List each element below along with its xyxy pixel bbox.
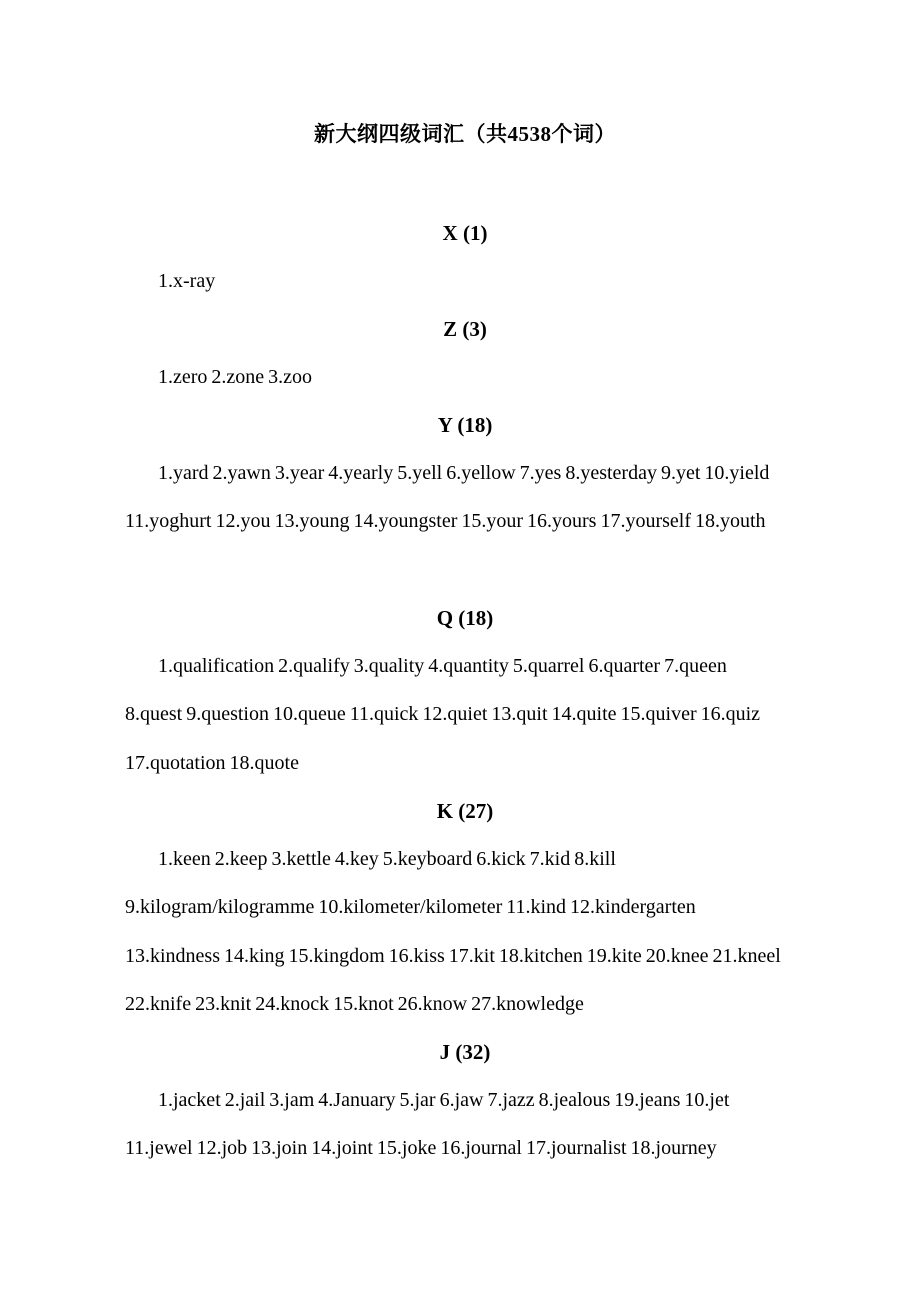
section-k: [0, 787, 920, 1028]
section-heading: J (32): [439, 1040, 491, 1064]
section-heading: Q (18): [436, 606, 494, 630]
section-heading: Y (18): [437, 413, 493, 437]
section-heading: Z (3): [443, 317, 487, 341]
section-z: [0, 305, 920, 401]
word-list: 1.x-ray: [158, 270, 216, 292]
word-list: 1.zero 2.zone 3.zoo: [158, 366, 313, 388]
word-list: 1.keen 2.keep 3.kettle 4.key 5.keyboard 6.kick 7.kid 8.kill 9.kilogram/kilogramme 10.kilometer/kilometer 11.kind 12.kindergarten 13.kindness 14.king 15.kingdom 16.kiss 17.kit 18.kitchen 19.kite 20.knee 21.kneel 22.knife 23.knit 24.knock 15.knot 26.know 27.knowledge: [125, 848, 781, 1015]
document-title: 新大纲四级词汇（共4538个词）: [314, 122, 616, 146]
word-list: 1.yard 2.yawn 3.year 4.yearly 5.yell 6.yellow 7.yes 8.yesterday 9.yet 10.yield 11.yoghurt 12.you 13.young 14.youngster 15.your 16.yours 17.yourself 18.youth: [125, 462, 770, 533]
word-list: 1.jacket 2.jail 3.jam 4.January 5.jar 6.jaw 7.jazz 8.jealous 19.jeans 10.jet 11.jewel 12.job 13.join 14.joint 15.joke 16.journal 17.journalist 18.journey: [125, 1089, 730, 1160]
word-list: 1.qualification 2.qualify 3.quality 4.quantity 5.quarrel 6.quarter 7.queen 8.quest 9.question 10.queue 11.quick 12.quiet 13.quit 14.quite 15.quiver 16.quiz 17.quotation 18.quote: [125, 655, 761, 774]
section-x: [0, 209, 920, 305]
section-q: [0, 594, 920, 787]
section-j: [0, 1028, 920, 1173]
section-heading: K (27): [436, 799, 494, 823]
section-y: [0, 401, 920, 546]
section-heading: X (1): [442, 221, 488, 245]
